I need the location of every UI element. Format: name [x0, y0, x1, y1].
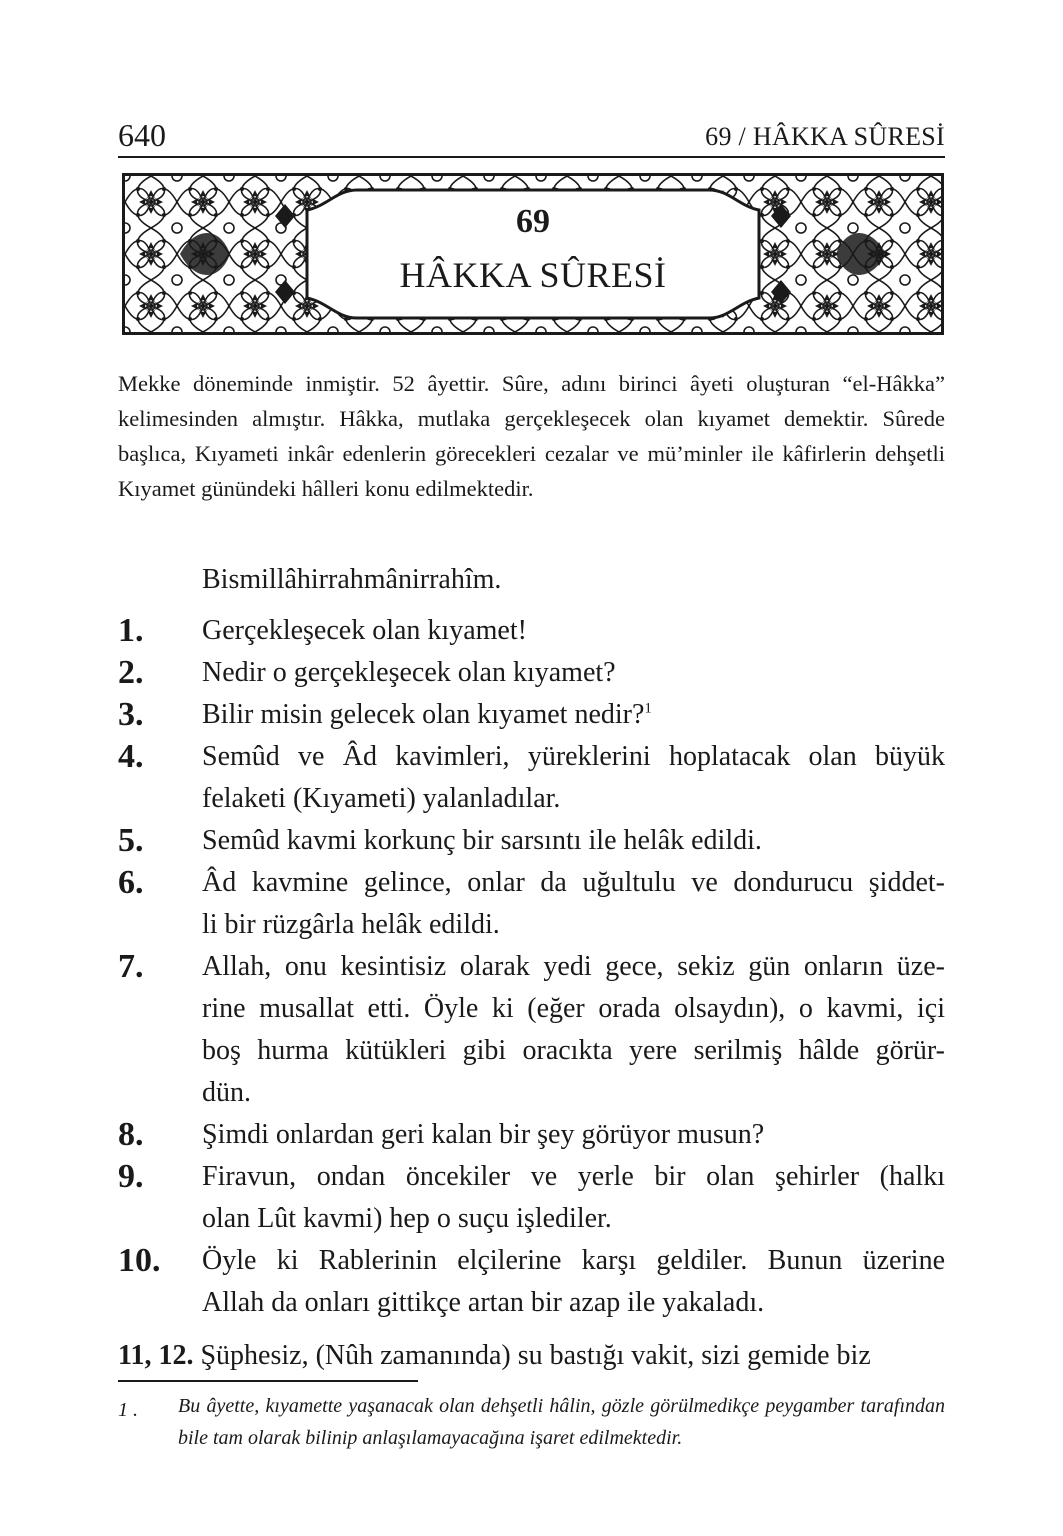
verse-number: 8.	[118, 1116, 144, 1153]
continuation-text: Şüphesiz, (Nûh zamanında) su bastığı vakit, sizi gemide biz	[193, 1340, 871, 1371]
verse-number: 9.	[118, 1158, 144, 1195]
verse-text	[202, 946, 945, 1114]
running-head: 69 / HÂKKA SÛRESİ	[705, 122, 945, 151]
verse-text	[202, 610, 945, 652]
verse-line: Âd kavmine gelince, onlar da uğultulu ve dondurucu şiddet-	[202, 867, 945, 898]
page-number: 640	[118, 117, 166, 153]
verse-text	[202, 1156, 945, 1240]
verse-text	[202, 652, 945, 694]
verse-line: Allah da onları gittikçe artan bir azap ile yakaladı.	[202, 1287, 765, 1318]
sura-name: HÂKKA SÛRESİ	[399, 255, 667, 295]
verse-number: 5.	[118, 822, 144, 859]
verse-line: Nedir o gerçekleşecek olan kıyamet?	[202, 657, 616, 688]
verse-text	[202, 820, 945, 862]
verse-line: Şimdi onlardan geri kalan bir şey görüyor musun?	[202, 1119, 765, 1150]
continuation-verse-numbers: 11, 12.	[118, 1340, 194, 1371]
verse-line: Semûd kavmi korkunç bir sarsıntı ile helâk edildi.	[202, 825, 762, 856]
verse-line: li bir rüzgârla helâk edildi.	[202, 909, 500, 940]
verse-text	[202, 1240, 945, 1324]
continuation-line	[118, 1336, 945, 1376]
verse-line: Allah, onu kesintisiz olarak yedi gece, sekiz gün onların üze-	[202, 951, 945, 982]
verse-line: Öyle ki Rablerinin elçilerine karşı geldiler. Bunun üzerine	[202, 1245, 945, 1276]
bismillah: Bismillâhirrahmânirrahîm.	[202, 564, 502, 595]
footnote-mark: 1 .	[118, 1399, 138, 1421]
footnote-text: Bu âyette, kıyamette yaşanacak olan dehşetli hâlin, gözle görülmedikçe peygamber tarafından bile tam olarak bilinip anlaşılamayacağına işaret edilmektedir.	[178, 1395, 945, 1449]
verse-line: rine musallat etti. Öyle ki (eğer orada olsaydın), o kavmi, içi	[202, 993, 945, 1024]
verse-line: dün.	[202, 1077, 251, 1108]
verse-number: 3.	[118, 696, 144, 733]
verse-number: 6.	[118, 864, 144, 901]
verse-number: 4.	[118, 738, 144, 775]
verse-line: Semûd ve Âd kavimleri, yüreklerini hoplatacak olan büyük	[202, 741, 945, 772]
verse-line: Firavun, ondan öncekiler ve yerle bir olan şehirler (halkı	[202, 1161, 945, 1192]
verse-line-wrapper	[202, 694, 945, 736]
header-rule	[118, 156, 945, 158]
sura-title-banner	[122, 173, 944, 335]
verse-text	[202, 736, 945, 820]
verse-line: olan Lût kavmi) hep o suçu işlediler.	[202, 1203, 612, 1234]
verse-text	[202, 862, 945, 946]
verse-number: 1.	[118, 612, 144, 649]
verse-text	[202, 694, 945, 736]
verse-line: Bilir misin gelecek olan kıyamet nedir?	[202, 699, 645, 730]
sura-introduction: Mekke döneminde inmiştir. 52 âyettir. Sûre, adını birinci âyeti oluşturan “el-Hâkka” kelimesinden almıştır. Hâkka, mutlaka gerçekleşecek olan kıyamet demektir. Sûrede başlıca, Kıyameti inkâr edenlerin görecekleri cezalar ve mü’minler ile kâfirlerin dehşetli Kıyamet günündeki hâlleri konu edilmektedir.	[118, 371, 945, 501]
verse-line: boş hurma kütükleri gibi oracıkta yere serilmiş hâlde görür-	[202, 1035, 945, 1066]
verse-number: 2.	[118, 654, 144, 691]
verse-line: felaketi (Kıyameti) yalanladılar.	[202, 783, 561, 814]
verse-number: 7.	[118, 948, 144, 985]
footnote-rule	[118, 1380, 418, 1382]
verse-text	[202, 1114, 945, 1156]
sura-number: 69	[516, 203, 550, 240]
verse-line: Gerçekleşecek olan kıyamet!	[202, 615, 527, 646]
verse-number: 10.	[118, 1242, 161, 1279]
footnote-reference: 1	[644, 700, 652, 717]
